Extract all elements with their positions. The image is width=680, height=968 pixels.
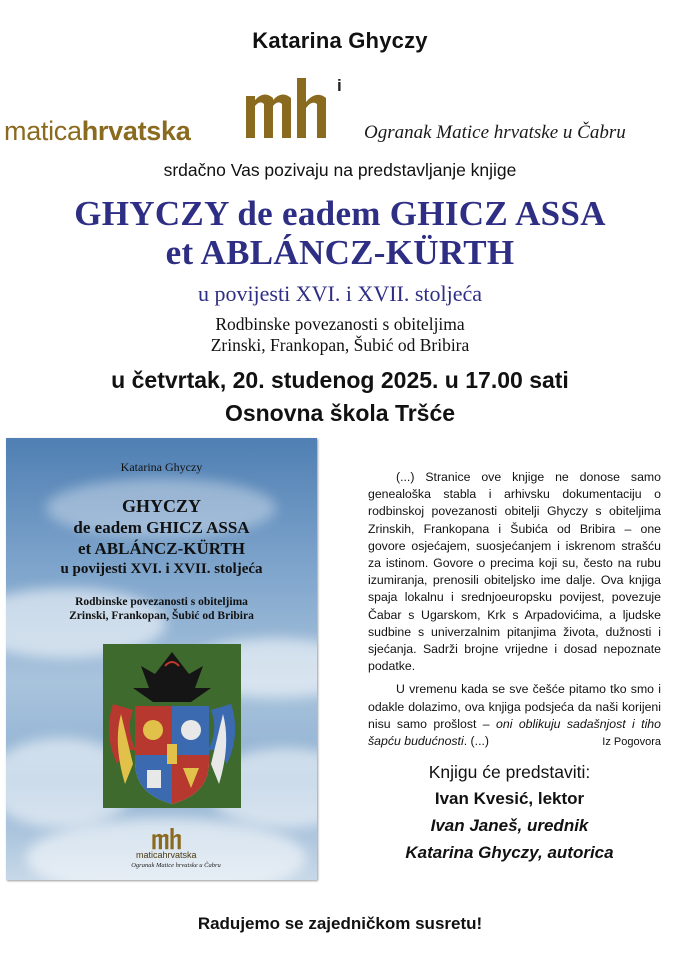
book-subtitle: u povijesti XVI. i XVII. stoljeća xyxy=(197,281,483,306)
book-cover-image xyxy=(6,438,317,880)
conjunction-i: i xyxy=(337,76,342,95)
presenters-heading: Knjigu će predstaviti: xyxy=(428,762,591,782)
author-name: Katarina Ghyczy xyxy=(252,28,428,53)
cover-title-line-2: de eadem GHICZ ASSA xyxy=(73,518,250,537)
matica-hrvatska-wordmark: maticahrvatska xyxy=(4,116,191,146)
cover-relations-line-1: Rodbinske povezanosti s obiteljima xyxy=(75,596,248,608)
cover-title-line-1: GHYCZY xyxy=(121,496,201,516)
relations-line-2: Zrinski, Frankopan, Šubić od Bribira xyxy=(210,335,470,355)
excerpt-source: Iz Pogovora xyxy=(602,736,661,748)
relations-line-1: Rodbinske povezanosti s obiteljima xyxy=(215,314,465,334)
mh-logo-icon xyxy=(244,78,336,140)
event-date: u četvrtak, 20. studenog 2025. u 17.00 sati xyxy=(111,367,569,393)
cover-branch-name: Ogranak Matice hrvatske u Čabru xyxy=(131,862,221,869)
presenter-1: Ivan Kvesić, lektor xyxy=(434,789,585,808)
logo-row xyxy=(0,74,680,156)
book-title-line-2: et ABLÁNCZ-KÜRTH xyxy=(165,233,515,272)
excerpt-paragraph-1: (...) Stranice ove knjige ne donose samo genealoška stabla i arhivsku dokumentaciju o rodbinskoj povezanosti obitelji Ghyczy s obiteljima Zrinskih, Frankopana i Šubića od Bribira – one govore osjećajem, suosjećanjem i iskrenom strašću za istinom. Govore o precima koji su, često na rubu izumiranja, prenosili obiteljsko ime dalje. Ova knjiga spaja lokalnu i srednjoeuropsku povijest, povezuje Čabar s Ugarskom, Krk s Arpadovićima, a ljudske sudbine s univerzalnim pitanjima života, dužnosti i sjećanja. Sadrži brojne vrijedne i dosad nepoznate podatke. xyxy=(368,470,661,674)
cover-title-line-4: u povijesti XVI. i XVII. stoljeća xyxy=(60,561,263,577)
cover-author: Katarina Ghyczy xyxy=(120,460,203,474)
invitation-line: srdačno Vas pozivaju na predstavljanje knjige xyxy=(163,160,517,180)
book-title-line-1: GHYCZY de eadem GHICZ ASSA xyxy=(74,194,606,233)
afterword-excerpt xyxy=(368,469,661,756)
excerpt-paragraph-2: U vremenu kada se sve češće pitamo tko smo i odakle dolazimo, ova knjiga podsjeća da naši korijeni nisu samo prošlost – oni oblikuju sadašnjost i tiho šapću budućnosti. (...) xyxy=(368,682,661,749)
cover-mh-logo-icon xyxy=(148,828,188,850)
presenter-3: Katarina Ghyczy, autorica xyxy=(405,843,614,862)
event-venue: Osnovna škola Tršće xyxy=(224,400,456,426)
cover-title-line-3: et ABLÁNCZ-KÜRTH xyxy=(77,539,246,558)
coat-of-arms-icon xyxy=(103,644,241,808)
cover-relations-line-2: Zrinski, Frankopan, Šubić od Bribira xyxy=(69,610,254,622)
presenter-2: Ivan Janeš, urednik xyxy=(430,816,589,835)
closing-line: Radujemo se zajedničkom susretu! xyxy=(197,914,483,933)
cover-matica-wordmark: maticahrvatska xyxy=(136,850,197,860)
branch-name: Ogranak Matice hrvatske u Čabru xyxy=(364,122,626,143)
